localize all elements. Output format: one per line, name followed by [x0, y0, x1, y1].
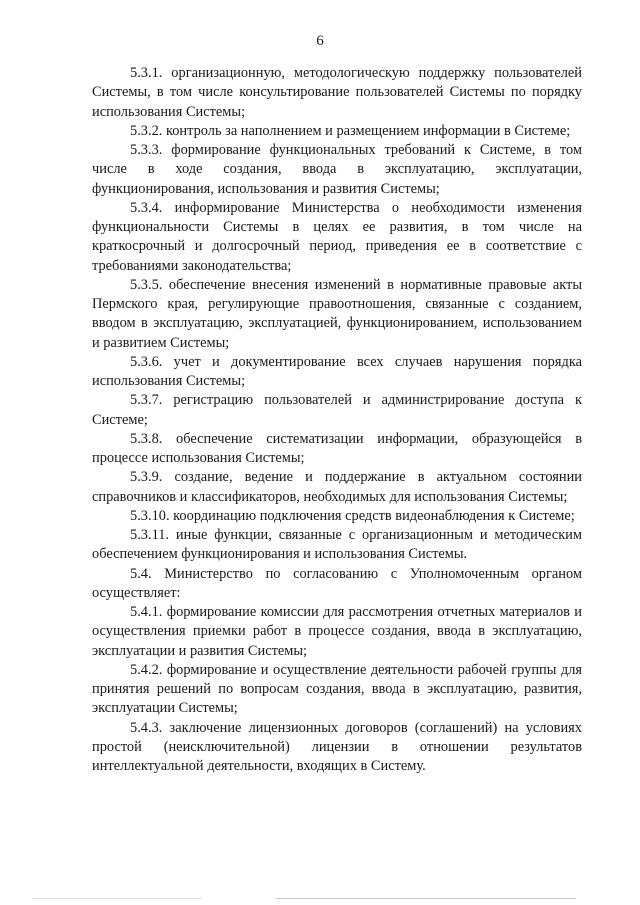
paragraph-5-3-10: 5.3.10. координацию подключения средств видеонаблюдения к Системе; [130, 507, 575, 524]
paragraph-5-3-5: 5.3.5. обеспечение внесения изменений в нормативные правовые акты Пермского края, регулирующие правоотношения, связанные с созданием, вводом в эксплуатацию, эксплуатацией, функционированием, использованием и развитием Системы; [92, 276, 582, 351]
paragraph-5-3-3: 5.3.3. формирование функциональных требований к Системе, в том числе в ходе создания, ввода в эксплуатацию, эксплуатации, функционирования, использования и развития Системы; [92, 142, 582, 197]
scan-edge-line-left [32, 898, 202, 899]
paragraph-5-3-7: 5.3.7. регистрацию пользователей и администрирование доступа к Системе; [92, 392, 582, 428]
scan-edge-line [276, 898, 576, 899]
paragraph-5-3-2: 5.3.2. контроль за наполнением и размещением информации в Системе; [130, 122, 571, 139]
paragraph-5-3-4: 5.3.4. информирование Министерства о необходимости изменения функциональности Системы в целях ее развития, в том числе на краткосрочный и долгосрочный период, приведения ее в соответствие с требованиями законодательства; [92, 199, 582, 274]
paragraph-5-4-2: 5.4.2. формирование и осуществление деятельности рабочей группы для принятия решений по вопросам создания, ввода в эксплуатацию, развития, эксплуатации Системы; [92, 661, 582, 717]
page-number: 6 [316, 33, 324, 49]
paragraph-5-4-1: 5.4.1. формирование комиссии для рассмотрения отчетных материалов и осуществления приемки работ в процессе создания, ввода в эксплуатацию, эксплуатации и развития Системы; [92, 604, 582, 659]
paragraph-5-4-3: 5.4.3. заключение лицензионных договоров (соглашений) на условиях простой (неисключительной) лицензии в отношении результатов интеллектуальной деятельности, входящих в Систему. [92, 719, 582, 774]
paragraph-5-3-9: 5.3.9. создание, ведение и поддержание в актуальном состоянии справочников и классификаторов, необходимых для использования Системы; [92, 469, 582, 505]
paragraph-5-3-1: 5.3.1. организационную, методологическую поддержку пользователей Системы, в том числе консультирование пользователей Системы по порядку использования Системы; [92, 65, 582, 120]
paragraph-5-3-11: 5.3.11. иные функции, связанные с организационным и методическим обеспечением функционирования и использования Системы. [92, 527, 582, 563]
paragraph-5-3-6: 5.3.6. учет и документирование всех случаев нарушения порядка использования Системы; [92, 353, 582, 389]
paragraph-5-3-8: 5.3.8. обеспечение систематизации информации, образующейся в процессе использования Системы; [92, 430, 582, 466]
document-body [92, 64, 582, 776]
paragraph-5-4: 5.4. Министерство по согласованию с Уполномоченным органом осуществляет: [92, 565, 582, 601]
